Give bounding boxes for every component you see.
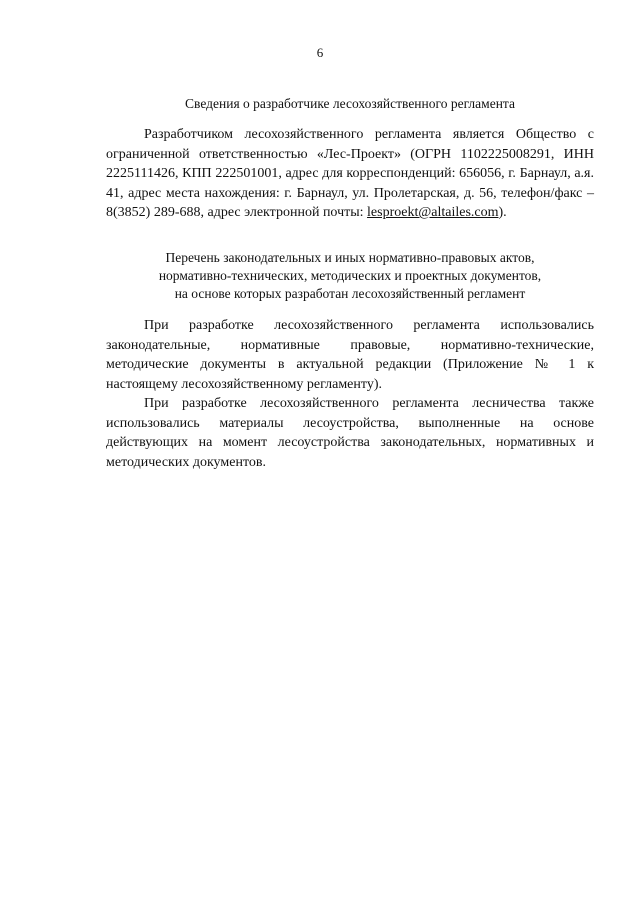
email-link[interactable]: lesproekt@altailes.com [367, 205, 499, 220]
documents-section [106, 316, 594, 472]
documents-paragraph-1: При разработке лесохозяйственного регламента использовались законодательные, нормативные правовые, нормативно-технические, методические документы в актуальной редакции (Приложение № 1 к настоящему лесохозяйственному регламенту). [106, 318, 594, 392]
documents-heading-line-3: на основе которых разработан лесохозяйственный регламент [174, 286, 526, 301]
developer-paragraph [106, 125, 594, 223]
documents-heading [106, 249, 594, 303]
documents-heading-line-1: Перечень законодательных и иных нормативно-правовых актов, [165, 250, 535, 265]
documents-paragraph-2: При разработке лесохозяйственного регламента лесничества также использовались материалы лесоустройства, выполненные на основе действующих на момент лесоустройства законодательных, нормативных и методических документов. [106, 396, 594, 470]
page-number: 6 [316, 45, 324, 60]
documents-heading-line-2: нормативно-технических, методических и проектных документов, [158, 268, 542, 283]
developer-section [106, 125, 594, 223]
developer-text: Разработчиком лесохозяйственного регламента является Общество с ограниченной ответственностью «Лес-Проект» (ОГРН 1102225008291, ИНН 2225111426, КПП 222501001, адрес для корреспонденций: 656056, г. Барнаул, а.я. 41, адрес места нахождения: г. Барнаул, ул. Пролетарская, д. 56, телефон/факс – 8(3852) 289-688, адрес электронной почты: [106, 127, 594, 220]
developer-text-end: ). [498, 205, 507, 220]
developer-heading: Сведения о разработчике лесохозяйственного регламента [185, 96, 515, 111]
